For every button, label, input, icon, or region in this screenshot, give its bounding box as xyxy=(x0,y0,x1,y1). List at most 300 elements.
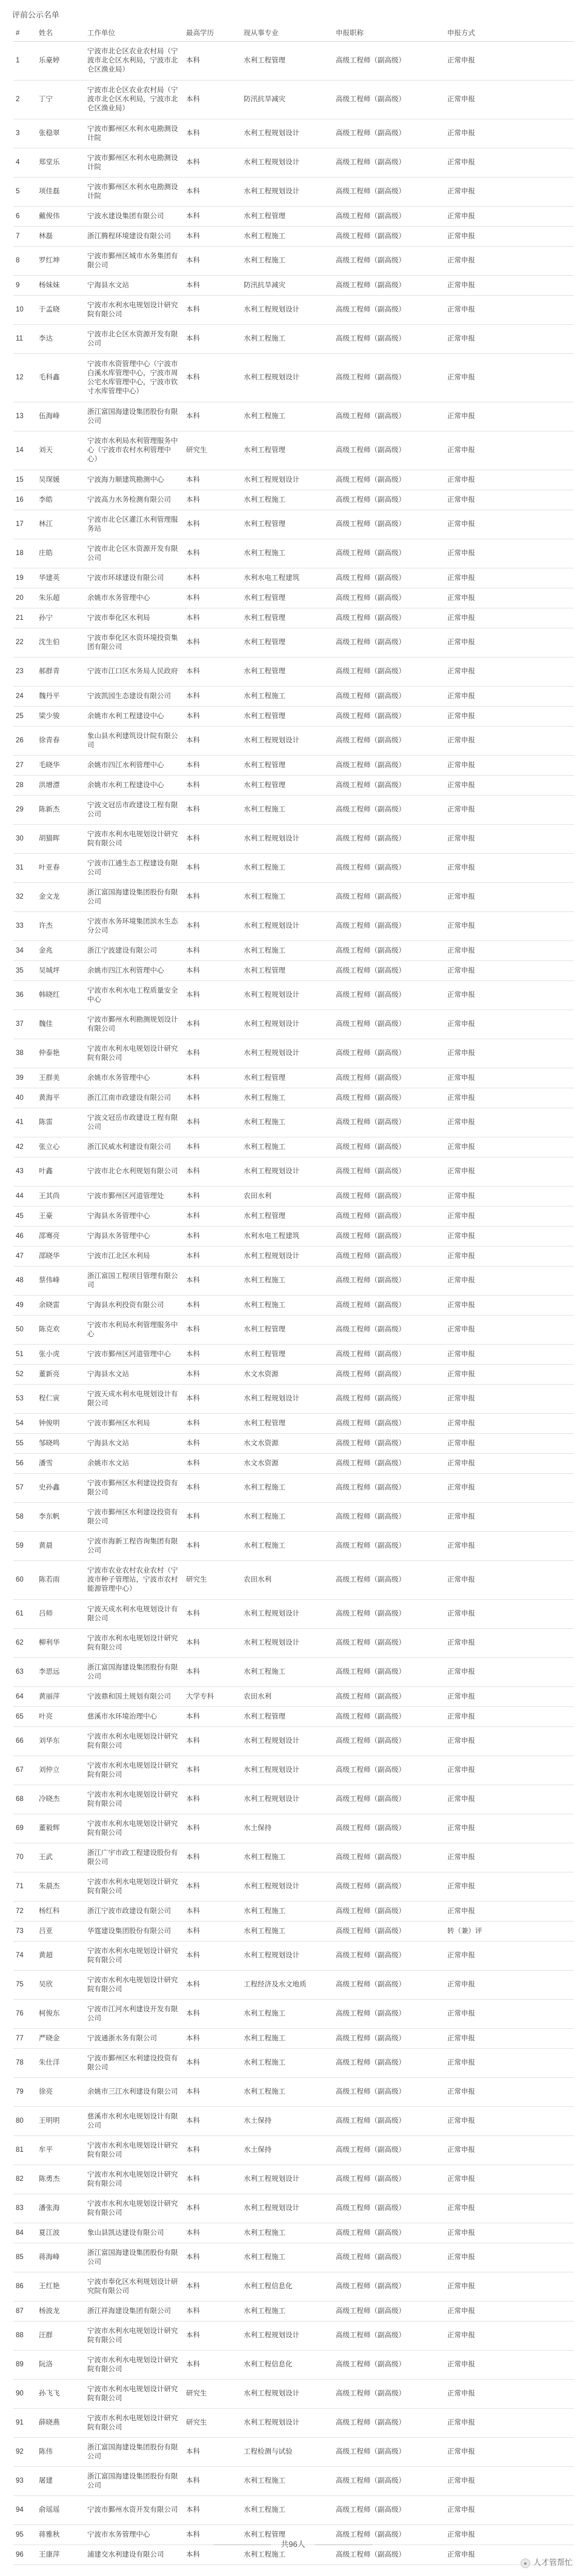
cell-specialty: 农田水利 xyxy=(241,1186,333,1206)
cell-education: 本科 xyxy=(184,81,241,119)
cell-specialty: 水利工程规划设计 xyxy=(241,1785,333,1814)
cell-education: 本科 xyxy=(184,2049,241,2078)
cell-method: 正常申报 xyxy=(445,1532,574,1561)
cell-title: 高级工程师（副高级） xyxy=(333,1902,445,1922)
cell-employer: 宁海县水文站 xyxy=(85,276,184,296)
cell-education: 本科 xyxy=(184,1088,241,1108)
cell-name: 潘雪 xyxy=(36,1454,85,1474)
cell-education: 本科 xyxy=(184,2438,241,2467)
cell-education: 本科 xyxy=(184,2194,241,2223)
cell-education: 本科 xyxy=(184,1454,241,1474)
cell-method: 正常申报 xyxy=(445,608,574,628)
table-row xyxy=(13,1108,574,1137)
cell-employer: 宁波市鄞州区水利建设投资有限公司 xyxy=(85,1474,184,1503)
cell-name: 仲泰艳 xyxy=(36,1039,85,1068)
cell-title: 高级工程师（副高级） xyxy=(333,1206,445,1226)
cell-specialty: 水利工程施工 xyxy=(241,539,333,568)
cell-index: 18 xyxy=(13,539,36,568)
cell-name: 邹晓鸣 xyxy=(36,1434,85,1454)
cell-method: 正常申报 xyxy=(445,727,574,756)
cell-title: 高级工程师（副高级） xyxy=(333,1843,445,1872)
cell-title: 高级工程师（副高级） xyxy=(333,1454,445,1474)
cell-name: 蔡伟峰 xyxy=(36,1266,85,1296)
cell-title: 高级工程师（副高级） xyxy=(333,1226,445,1246)
cell-index: 65 xyxy=(13,1707,36,1727)
table-row xyxy=(13,1316,574,1345)
table-row xyxy=(13,2078,574,2107)
cell-title: 高级工程师（副高级） xyxy=(333,1414,445,1434)
cell-education: 本科 xyxy=(184,296,241,325)
cell-education: 本科 xyxy=(184,2301,241,2321)
table-row xyxy=(13,1246,574,1266)
cell-title: 高级工程师（副高级） xyxy=(333,2000,445,2029)
cell-method: 正常申报 xyxy=(445,539,574,568)
cell-education: 本科 xyxy=(184,1414,241,1434)
cell-method: 正常申报 xyxy=(445,628,574,657)
table-row xyxy=(13,148,574,178)
cell-specialty: 水利工程管理 xyxy=(241,628,333,657)
cell-index: 93 xyxy=(13,2467,36,2496)
cell-method: 正常申报 xyxy=(445,1266,574,1296)
cell-title: 高级工程师（副高级） xyxy=(333,707,445,727)
cell-index: 35 xyxy=(13,961,36,981)
table-row xyxy=(13,854,574,883)
cell-title: 高级工程师（副高级） xyxy=(333,1942,445,1971)
cell-method: 正常申报 xyxy=(445,2545,574,2565)
cell-education: 本科 xyxy=(184,354,241,402)
cell-title: 高级工程师（副高级） xyxy=(333,1658,445,1687)
cell-employer: 宁波通浙水务有限公司 xyxy=(85,2029,184,2049)
cell-title: 高级工程师（副高级） xyxy=(333,1434,445,1454)
cell-specialty: 水利工程管理 xyxy=(241,608,333,628)
cell-education: 本科 xyxy=(184,2467,241,2496)
cell-method: 正常申报 xyxy=(445,1814,574,1843)
cell-education: 本科 xyxy=(184,1843,241,1872)
cell-index: 64 xyxy=(13,1687,36,1707)
cell-method: 正常申报 xyxy=(445,510,574,539)
cell-index: 51 xyxy=(13,1345,36,1365)
cell-employer: 宁波市北仑水利规划有限公司 xyxy=(85,1157,184,1186)
cell-method: 正常申报 xyxy=(445,247,574,276)
cell-method: 正常申报 xyxy=(445,1226,574,1246)
cell-education: 本科 xyxy=(184,1186,241,1206)
cell-index: 6 xyxy=(13,207,36,227)
cell-education: 本科 xyxy=(184,1942,241,1971)
cell-education: 本科 xyxy=(184,1756,241,1785)
cell-title: 高级工程师（副高级） xyxy=(333,608,445,628)
cell-education: 本科 xyxy=(184,227,241,247)
cell-specialty: 水利工程施工 xyxy=(241,2000,333,2029)
cell-method: 正常申报 xyxy=(445,707,574,727)
cell-employer: 慈溪市水利水电规划设计有限公司 xyxy=(85,2107,184,2136)
cell-name: 刘仲立 xyxy=(36,1756,85,1785)
cell-specialty: 水利工程施工 xyxy=(241,1922,333,1942)
cell-name: 陈克欢 xyxy=(36,1316,85,1345)
cell-specialty: 水利工程施工 xyxy=(241,1088,333,1108)
cell-method: 正常申报 xyxy=(445,756,574,776)
cell-specialty: 工程经济及水文地质 xyxy=(241,1971,333,2000)
table-row xyxy=(13,1088,574,1108)
cell-name: 吴欣 xyxy=(36,1971,85,2000)
cell-index: 80 xyxy=(13,2107,36,2136)
cell-name: 洪增漂 xyxy=(36,776,85,796)
table-row xyxy=(13,687,574,707)
table-row xyxy=(13,1454,574,1474)
cell-specialty: 水利工程管理 xyxy=(241,1068,333,1088)
cell-education: 本科 xyxy=(184,1785,241,1814)
cell-index: 31 xyxy=(13,854,36,883)
cell-education: 本科 xyxy=(184,1503,241,1532)
table-row xyxy=(13,1503,574,1532)
cell-index: 23 xyxy=(13,657,36,687)
cell-education: 本科 xyxy=(184,981,241,1010)
cell-name: 牟平 xyxy=(36,2136,85,2165)
cell-method: 正常申报 xyxy=(445,1434,574,1454)
cell-specialty: 水利工程管理 xyxy=(241,1316,333,1345)
cell-specialty: 水利工程规划设计 xyxy=(241,178,333,207)
cell-education: 本科 xyxy=(184,2029,241,2049)
cell-method: 正常申报 xyxy=(445,2107,574,2136)
cell-employer: 宁波市水资管理中心（宁波市白溪水库管理中心，宁波市周公宅水库管理中心，宁波市钦寸水库管理中心） xyxy=(85,354,184,402)
cell-method: 正常申报 xyxy=(445,1206,574,1226)
cell-education: 本科 xyxy=(184,1532,241,1561)
cell-education: 本科 xyxy=(184,207,241,227)
cell-specialty: 水利工程施工 xyxy=(241,2029,333,2049)
cell-specialty: 水利工程规划设计 xyxy=(241,296,333,325)
table-row xyxy=(13,2165,574,2194)
cell-specialty: 水利工程规划设计 xyxy=(241,727,333,756)
cell-employer: 宁波市水利局水利管理服务中心（宁波市农村水利管理中心） xyxy=(85,431,184,470)
cell-name: 黄晨 xyxy=(36,1532,85,1561)
cell-specialty: 水文水资源 xyxy=(241,1365,333,1385)
watermark-text: 人才管帮忙 xyxy=(533,2558,573,2567)
cell-employer: 宁波市水利水电规划设计研究院有限公司 xyxy=(85,2351,184,2380)
cell-education: 本科 xyxy=(184,941,241,961)
cell-name: 戴俊伟 xyxy=(36,207,85,227)
cell-education: 本科 xyxy=(184,2136,241,2165)
cell-specialty: 水利工程规划设计 xyxy=(241,1385,333,1414)
cell-specialty: 水利工程管理 xyxy=(241,961,333,981)
table-row xyxy=(13,1414,574,1434)
cell-education: 本科 xyxy=(184,470,241,490)
cell-employer: 宁海县水务管理中心 xyxy=(85,1206,184,1226)
cell-specialty: 水利工程信息化 xyxy=(241,2272,333,2301)
cell-index: 77 xyxy=(13,2029,36,2049)
cell-specialty: 水利工程规划设计 xyxy=(241,2321,333,2351)
cell-method: 正常申报 xyxy=(445,2525,574,2545)
cell-index: 28 xyxy=(13,776,36,796)
cell-index: 62 xyxy=(13,1629,36,1658)
cell-specialty: 防汛抗旱减灾 xyxy=(241,276,333,296)
cell-method: 正常申报 xyxy=(445,490,574,510)
cell-education: 本科 xyxy=(184,776,241,796)
cell-name: 孙宁 xyxy=(36,608,85,628)
cell-index: 9 xyxy=(13,276,36,296)
cell-name: 陈伟 xyxy=(36,2438,85,2467)
table-row xyxy=(13,2272,574,2301)
cell-method: 正常申报 xyxy=(445,1088,574,1108)
cell-employer: 宁波市鄞州水资开发有限公司 xyxy=(85,2496,184,2525)
cell-index: 11 xyxy=(13,325,36,354)
cell-method: 正常申报 xyxy=(445,2321,574,2351)
cell-employer: 浙江富国海建设集团股份有限公司 xyxy=(85,883,184,912)
cell-education: 本科 xyxy=(184,2107,241,2136)
cell-employer: 宁波市鄞州区河道管理处 xyxy=(85,1186,184,1206)
cell-title: 高级工程师（副高级） xyxy=(333,1971,445,2000)
cell-education: 本科 xyxy=(184,687,241,707)
table-row xyxy=(13,2223,574,2243)
cell-method: 正常申报 xyxy=(445,1727,574,1756)
cell-employer: 宁波市奉化区水利局 xyxy=(85,608,184,628)
cell-title: 高级工程师（副高级） xyxy=(333,756,445,776)
cell-employer: 宁波市鄞州区水利建设投资有限公司 xyxy=(85,1503,184,1532)
cell-title: 高级工程师（副高级） xyxy=(333,568,445,588)
cell-name: 徐亮 xyxy=(36,2078,85,2107)
cell-method: 正常申报 xyxy=(445,2272,574,2301)
cell-title: 高级工程师（副高级） xyxy=(333,1503,445,1532)
cell-employer: 余姚市水利工程建设中心 xyxy=(85,776,184,796)
cell-title: 高级工程师（副高级） xyxy=(333,1687,445,1707)
cell-method: 正常申报 xyxy=(445,178,574,207)
cell-title: 高级工程师（副高级） xyxy=(333,1727,445,1756)
cell-method: 正常申报 xyxy=(445,1010,574,1039)
cell-education: 本科 xyxy=(184,325,241,354)
cell-specialty: 水利工程规划设计 xyxy=(241,1942,333,1971)
cell-name: 朱仕洋 xyxy=(36,2049,85,2078)
cell-name: 林江 xyxy=(36,510,85,539)
table-row xyxy=(13,588,574,608)
cell-education: 本科 xyxy=(184,2000,241,2029)
cell-employer: 华霆建设集团股份有限公司 xyxy=(85,1922,184,1942)
cell-title: 高级工程师（副高级） xyxy=(333,2107,445,2136)
table-row xyxy=(13,227,574,247)
cell-name: 毛晓华 xyxy=(36,756,85,776)
cell-education: 本科 xyxy=(184,568,241,588)
cell-specialty: 水利工程施工 xyxy=(241,2223,333,2243)
cell-specialty: 水利工程规划设计 xyxy=(241,1629,333,1658)
cell-employer: 浙江民威水利建设有限公司 xyxy=(85,1137,184,1157)
cell-method: 正常申报 xyxy=(445,1108,574,1137)
cell-education: 本科 xyxy=(184,1902,241,1922)
table-row xyxy=(13,2351,574,2380)
cell-specialty: 工程检测与试验 xyxy=(241,2438,333,2467)
cell-index: 54 xyxy=(13,1414,36,1434)
cell-education: 本科 xyxy=(184,1137,241,1157)
table-row xyxy=(13,1186,574,1206)
cell-index: 76 xyxy=(13,2000,36,2029)
cell-name: 陈雷 xyxy=(36,1108,85,1137)
cell-index: 70 xyxy=(13,1843,36,1872)
cell-method: 正常申报 xyxy=(445,227,574,247)
cell-method: 正常申报 xyxy=(445,119,574,148)
cell-title: 高级工程师（副高级） xyxy=(333,2194,445,2223)
cell-employer: 宁波市水务环境集团滨水生态分公司 xyxy=(85,912,184,941)
cell-education: 本科 xyxy=(184,1872,241,1902)
cell-education: 本科 xyxy=(184,1385,241,1414)
cell-name: 史孙鑫 xyxy=(36,1474,85,1503)
cell-method: 正常申报 xyxy=(445,1600,574,1629)
cell-specialty: 水利工程施工 xyxy=(241,2301,333,2321)
cell-education: 研究生 xyxy=(184,2380,241,2409)
cell-education: 本科 xyxy=(184,1600,241,1629)
cell-specialty: 水利工程施工 xyxy=(241,854,333,883)
cell-education: 本科 xyxy=(184,1707,241,1727)
cell-specialty: 水利工程施工 xyxy=(241,490,333,510)
cell-title: 高级工程师（副高级） xyxy=(333,981,445,1010)
cell-name: 郝群青 xyxy=(36,657,85,687)
cell-title: 高级工程师（副高级） xyxy=(333,1365,445,1385)
cell-employer: 浙江富国工程项目管理有限公司 xyxy=(85,1266,184,1296)
cell-employer: 浙江广宇市政工程建设股份有限公司 xyxy=(85,1843,184,1872)
cell-employer: 宁波市北仑区农业农村局（宁波市北仑区水利局，宁波市北仑区渔业局） xyxy=(85,81,184,119)
cell-method: 正常申报 xyxy=(445,1186,574,1206)
table-row xyxy=(13,1942,574,1971)
cell-employer: 宁波市奉化区水资环境投资集团有限公司 xyxy=(85,628,184,657)
cell-index: 69 xyxy=(13,1814,36,1843)
cell-education: 本科 xyxy=(184,883,241,912)
cell-index: 15 xyxy=(13,470,36,490)
cell-name: 吴琛媛 xyxy=(36,470,85,490)
cell-index: 5 xyxy=(13,178,36,207)
cell-specialty: 水利工程施工 xyxy=(241,2078,333,2107)
cell-index: 41 xyxy=(13,1108,36,1137)
cell-specialty: 水利工程管理 xyxy=(241,510,333,539)
cell-employer: 余姚市三江水利建设有限公司 xyxy=(85,2078,184,2107)
cell-specialty: 水利工程施工 xyxy=(241,687,333,707)
table-row xyxy=(13,1010,574,1039)
table-row xyxy=(13,657,574,687)
cell-employer: 宁波文冠岳市政建设工程有限公司 xyxy=(85,796,184,825)
cell-title: 高级工程师（副高级） xyxy=(333,825,445,854)
table-row xyxy=(13,510,574,539)
cell-name: 夏江波 xyxy=(36,2223,85,2243)
cell-education: 本科 xyxy=(184,588,241,608)
cell-title: 高级工程师（副高级） xyxy=(333,2136,445,2165)
cell-employer: 宁波鼎和国土规划有限公司 xyxy=(85,1687,184,1707)
cell-education: 本科 xyxy=(184,2525,241,2545)
cell-specialty: 水利水电工程建筑 xyxy=(241,568,333,588)
cell-employer: 浙江富国海建设集团股份有限公司 xyxy=(85,2467,184,2496)
cell-employer: 宁海县水文站 xyxy=(85,1434,184,1454)
cell-index: 32 xyxy=(13,883,36,912)
cell-name: 吴城坪 xyxy=(36,961,85,981)
cell-name: 柳利华 xyxy=(36,1629,85,1658)
cell-method: 正常申报 xyxy=(445,1296,574,1316)
cell-index: 78 xyxy=(13,2049,36,2078)
cell-title: 高级工程师（副高级） xyxy=(333,961,445,981)
cell-name: 邵晓华 xyxy=(36,1246,85,1266)
table-row xyxy=(13,81,574,119)
cell-method: 正常申报 xyxy=(445,207,574,227)
cell-name: 项佳磊 xyxy=(36,178,85,207)
cell-index: 68 xyxy=(13,1785,36,1814)
cell-method: 正常申报 xyxy=(445,2136,574,2165)
cell-education: 研究生 xyxy=(184,431,241,470)
cell-specialty: 水利工程管理 xyxy=(241,756,333,776)
table-row xyxy=(13,2243,574,2272)
cell-education: 本科 xyxy=(184,727,241,756)
cell-specialty: 水利工程规划设计 xyxy=(241,1727,333,1756)
cell-title: 高级工程师（副高级） xyxy=(333,776,445,796)
cell-index: 72 xyxy=(13,1902,36,1922)
cell-employer: 宁波天成水利水电规划设计有限公司 xyxy=(85,1385,184,1414)
table-row xyxy=(13,1707,574,1727)
cell-education: 本科 xyxy=(184,1296,241,1316)
cell-employer: 宁波市水利水电规划设计研究院有限公司 xyxy=(85,1727,184,1756)
cell-index: 36 xyxy=(13,981,36,1010)
cell-employer: 余姚市水利工程建设中心 xyxy=(85,707,184,727)
cell-education: 本科 xyxy=(184,1474,241,1503)
cell-specialty: 水利工程施工 xyxy=(241,227,333,247)
cell-title: 高级工程师（副高级） xyxy=(333,727,445,756)
cell-method: 转（兼）评 xyxy=(445,1922,574,1942)
table-row xyxy=(13,490,574,510)
cell-index: 45 xyxy=(13,1206,36,1226)
cell-method: 正常申报 xyxy=(445,1414,574,1434)
cell-title: 高级工程师（副高级） xyxy=(333,178,445,207)
cell-specialty: 水利工程规划设计 xyxy=(241,119,333,148)
cell-title: 高级工程师（副高级） xyxy=(333,227,445,247)
cell-name: 林磊 xyxy=(36,227,85,247)
cell-name: 魏丹平 xyxy=(36,687,85,707)
cell-name: 王豪 xyxy=(36,1206,85,1226)
cell-employer: 宁波市水利水电工程质量安全中心 xyxy=(85,981,184,1010)
cell-method: 正常申报 xyxy=(445,1971,574,2000)
cell-employer: 宁波市环球建设有限公司 xyxy=(85,568,184,588)
cell-title: 高级工程师（副高级） xyxy=(333,1010,445,1039)
cell-employer: 宁波市水利水电规划设计研究院有限公司 xyxy=(85,1814,184,1843)
cell-title: 高级工程师（副高级） xyxy=(333,1600,445,1629)
cell-method: 正常申报 xyxy=(445,325,574,354)
cell-employer: 浙江宁波市政建设有限公司 xyxy=(85,1902,184,1922)
footer-rule-right xyxy=(315,2544,373,2545)
cell-specialty: 水利工程施工 xyxy=(241,325,333,354)
cell-employer: 宁波市江通生态工程建设有限公司 xyxy=(85,854,184,883)
cell-name: 黄丽萍 xyxy=(36,1687,85,1707)
cell-title: 高级工程师（副高级） xyxy=(333,1137,445,1157)
cell-index: 49 xyxy=(13,1296,36,1316)
cell-index: 38 xyxy=(13,1039,36,1068)
cell-index: 20 xyxy=(13,588,36,608)
cell-name: 薛晓燕 xyxy=(36,2409,85,2438)
cell-title: 高级工程师（副高级） xyxy=(333,1345,445,1365)
cell-method: 正常申报 xyxy=(445,1474,574,1503)
cell-employer: 宁波市江北区水利局 xyxy=(85,1246,184,1266)
cell-method: 正常申报 xyxy=(445,2049,574,2078)
cell-education: 本科 xyxy=(184,1039,241,1068)
cell-education: 本科 xyxy=(184,402,241,431)
cell-name: 杨波龙 xyxy=(36,2301,85,2321)
cell-index: 86 xyxy=(13,2272,36,2301)
cell-education: 本科 xyxy=(184,912,241,941)
cell-specialty: 水利工程管理 xyxy=(241,776,333,796)
cell-specialty: 水利工程施工 xyxy=(241,2049,333,2078)
table-row xyxy=(13,247,574,276)
cell-method: 正常申报 xyxy=(445,1385,574,1414)
cell-index: 14 xyxy=(13,431,36,470)
table-row xyxy=(13,354,574,402)
cell-method: 正常申报 xyxy=(445,2438,574,2467)
cell-index: 74 xyxy=(13,1942,36,1971)
cell-employer: 宁波市水利局水利管理服务中心 xyxy=(85,1316,184,1345)
table-row xyxy=(13,2301,574,2321)
cell-employer: 宁海县水利投资有限公司 xyxy=(85,1296,184,1316)
cell-method: 正常申报 xyxy=(445,1365,574,1385)
cell-name: 董新亮 xyxy=(36,1365,85,1385)
cell-title: 高级工程师（副高级） xyxy=(333,657,445,687)
cell-index: 39 xyxy=(13,1068,36,1088)
cell-name: 郑堂乐 xyxy=(36,148,85,178)
